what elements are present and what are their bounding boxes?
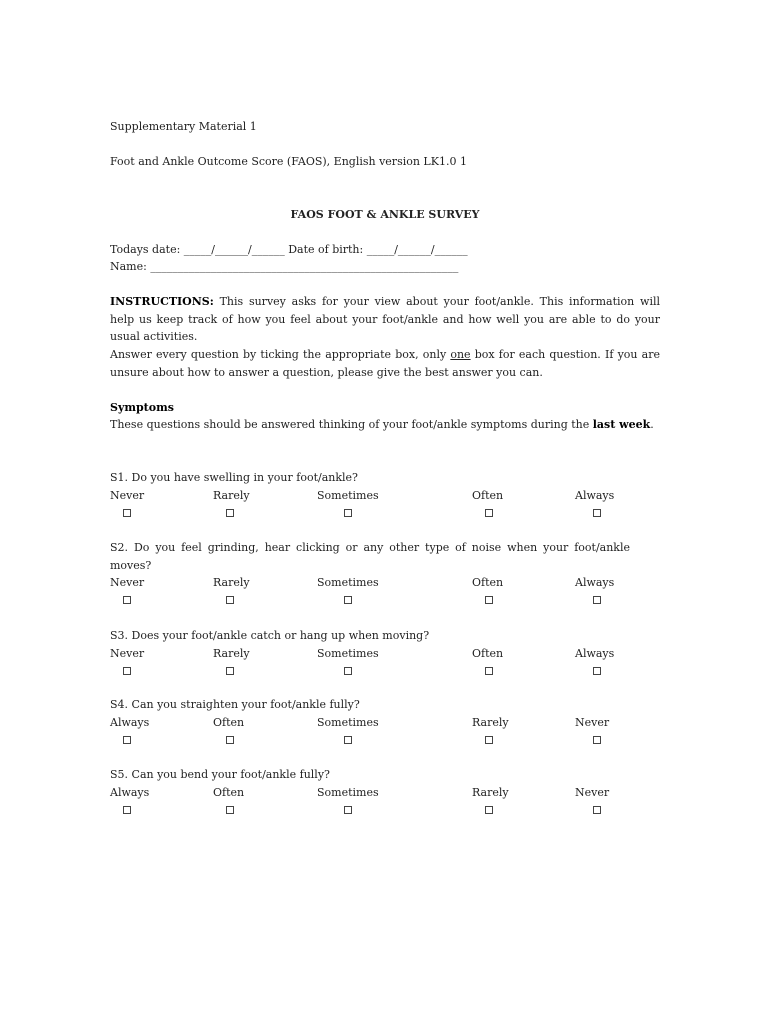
question-text: S4. Can you straighten your foot/ankle fully? [110, 698, 360, 711]
instructions-label: INSTRUCTIONS: [110, 295, 214, 308]
symptoms-intro-bold: last week [592, 418, 651, 431]
option-label: Often [472, 576, 504, 589]
option-label: Sometimes [317, 786, 379, 799]
answer-checkbox[interactable] [123, 667, 131, 675]
instructions-paragraph-2 [110, 346, 660, 381]
answer-checkbox[interactable] [226, 509, 234, 517]
answer-checkbox[interactable] [593, 806, 601, 814]
date-fields[interactable]: Todays date: _____/______/______ Date of birth: _____/______/______ [110, 243, 468, 256]
option-label: Always [575, 576, 615, 589]
answer-checkbox[interactable] [226, 667, 234, 675]
answer-checkbox[interactable] [123, 509, 131, 517]
answer-checkbox[interactable] [344, 509, 352, 517]
answer-checkbox[interactable] [485, 806, 493, 814]
answer-checkbox[interactable] [593, 736, 601, 744]
question-text: S2. Do you feel grinding, hear clicking or any other type of noise when your foot/ankle moves? [110, 541, 630, 572]
answer-checkbox[interactable] [593, 509, 601, 517]
answer-checkbox[interactable] [485, 596, 493, 604]
answer-checkbox[interactable] [123, 806, 131, 814]
answer-checkbox[interactable] [344, 667, 352, 675]
option-label: Often [472, 647, 504, 660]
question-text: S5. Can you bend your foot/ankle fully? [110, 768, 330, 781]
instructions-text-2a: Answer every question by ticking the appropriate box, only [110, 348, 451, 361]
option-label: Never [110, 489, 145, 502]
answer-checkbox[interactable] [593, 667, 601, 675]
name-field[interactable]: Name: ________________________________________________________ [110, 260, 459, 273]
option-label: Rarely [472, 786, 509, 799]
answer-checkbox[interactable] [485, 509, 493, 517]
option-label: Never [110, 576, 145, 589]
instructions-paragraph [110, 293, 660, 346]
option-label: Sometimes [317, 489, 379, 502]
option-label: Never [575, 786, 610, 799]
answer-checkbox[interactable] [344, 736, 352, 744]
answer-checkbox[interactable] [226, 596, 234, 604]
option-label: Rarely [213, 576, 250, 589]
option-label: Never [575, 716, 610, 729]
option-label: Always [575, 647, 615, 660]
survey-title: FAOS FOOT & ANKLE SURVEY [290, 208, 480, 221]
answer-checkbox[interactable] [226, 736, 234, 744]
question-text: S1. Do you have swelling in your foot/ankle? [110, 471, 358, 484]
option-label: Often [213, 786, 245, 799]
symptoms-intro-text: These questions should be answered thinking of your foot/ankle symptoms during the [110, 418, 593, 431]
instructions-text: This survey asks for your view about your foot/ankle. This information will help us keep track of how you feel about your foot/ankle and how well you are able to do your usual activities. [110, 295, 660, 343]
option-label: Rarely [472, 716, 509, 729]
supplementary-label: Supplementary Material 1 [110, 120, 257, 133]
option-label: Never [110, 647, 145, 660]
answer-checkbox[interactable] [344, 596, 352, 604]
instructions-text-2b: box for each question. If you are unsure about how to answer a question, please give the best answer you can. [110, 348, 660, 379]
option-label: Rarely [213, 489, 250, 502]
version-line: Foot and Ankle Outcome Score (FAOS), English version LK1.0 1 [110, 155, 467, 168]
option-label: Often [472, 489, 504, 502]
answer-checkbox[interactable] [485, 736, 493, 744]
option-label: Always [110, 786, 150, 799]
option-label: Sometimes [317, 647, 379, 660]
option-label: Sometimes [317, 576, 379, 589]
answer-checkbox[interactable] [485, 667, 493, 675]
option-label: Sometimes [317, 716, 379, 729]
symptoms-heading: Symptoms [110, 401, 174, 414]
answer-checkbox[interactable] [226, 806, 234, 814]
question-text: S3. Does your foot/ankle catch or hang up when moving? [110, 629, 430, 642]
answer-checkbox[interactable] [123, 736, 131, 744]
answer-checkbox[interactable] [344, 806, 352, 814]
option-label: Always [110, 716, 150, 729]
answer-checkbox[interactable] [593, 596, 601, 604]
option-label: Always [575, 489, 615, 502]
option-label: Rarely [213, 647, 250, 660]
symptoms-intro: These questions should be answered thinking of your foot/ankle symptoms during the last week. [110, 418, 654, 431]
option-label: Often [213, 716, 245, 729]
answer-checkbox[interactable] [123, 596, 131, 604]
instructions-one-underlined: one [450, 348, 471, 361]
